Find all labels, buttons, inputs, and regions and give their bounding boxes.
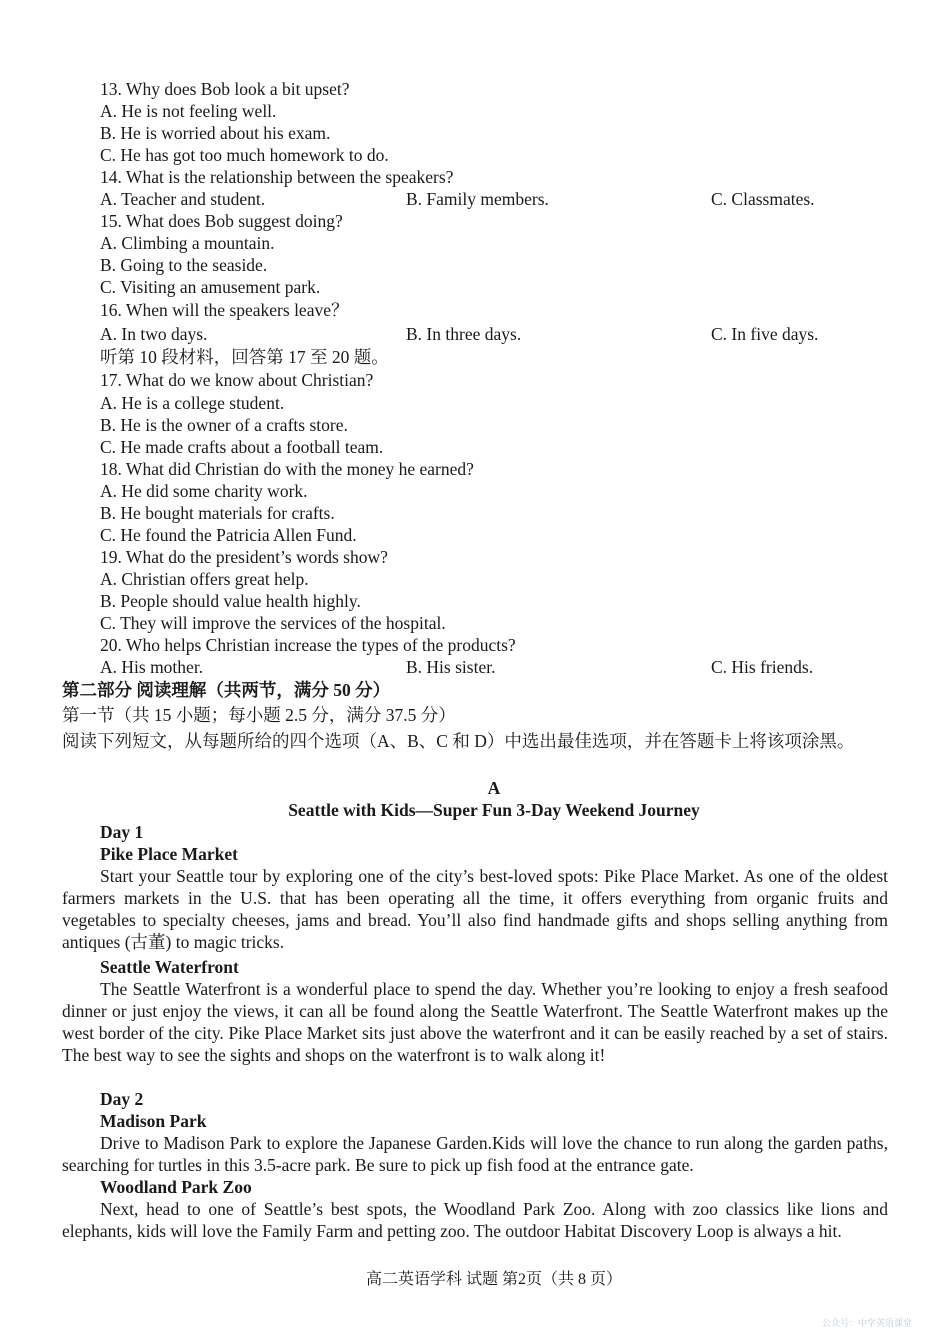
- question-17-stem: 17. What do we know about Christian?: [100, 370, 374, 390]
- question-14-option-a: A. Teacher and student.: [100, 189, 266, 209]
- question-13-stem: 13. Why does Bob look a bit upset?: [100, 79, 350, 99]
- pike-place-paragraph: Start your Seattle tour by exploring one of the city’s best-loved spots: Pike Place Market. As one of the oldest farmers markets in the U.S. that has been operating all the time, it offers everything from organic fruits and vegetables to specialty cheeses, jams and bread. You’ll also find handmade gifts and shops selling anything from antiques (古董) to magic tricks.: [62, 866, 888, 952]
- question-17-option-c: C. He made crafts about a football team.: [100, 437, 384, 457]
- madison-park-heading: Madison Park: [100, 1111, 207, 1131]
- question-16-option-c: C. In five days.: [711, 324, 819, 344]
- question-18-option-b: B. He bought materials for crafts.: [100, 503, 335, 523]
- day-2-heading: Day 2: [100, 1089, 144, 1109]
- question-17-option-b: B. He is the owner of a crafts store.: [100, 415, 348, 435]
- question-16-option-a: A. In two days.: [100, 324, 208, 344]
- question-13-option-a: A. He is not feeling well.: [100, 101, 277, 121]
- woodland-zoo-heading: Woodland Park Zoo: [100, 1177, 252, 1197]
- question-20-option-a: A. His mother.: [100, 657, 204, 677]
- reading-instruction: 阅读下列短文，从每题所给的四个选项（A、B、C 和 D）中选出最佳选项，并在答题卡上将该项涂黑。: [62, 731, 855, 751]
- woodland-zoo-paragraph: Next, head to one of Seattle’s best spots, the Woodland Park Zoo. Along with zoo classics like lions and elephants, kids will love the Family Farm and petting zoo. The outdoor Habitat Discovery Loop is always a hit.: [62, 1199, 888, 1241]
- question-15-option-a: A. Climbing a mountain.: [100, 233, 275, 253]
- question-19-option-b: B. People should value health highly.: [100, 591, 361, 611]
- question-18-option-a: A. He did some charity work.: [100, 481, 308, 501]
- question-14-option-b: B. Family members.: [406, 189, 549, 209]
- question-19-option-c: C. They will improve the services of the hospital.: [100, 613, 446, 633]
- page-footer: 高二英语学科 试题 第2页（共 8 页）: [365, 1271, 622, 1288]
- seattle-waterfront-heading: Seattle Waterfront: [100, 957, 239, 977]
- question-18-stem: 18. What did Christian do with the money he earned?: [100, 459, 474, 479]
- watermark-text: 公众号：中学英语课堂: [821, 1319, 912, 1329]
- question-14-stem: 14. What is the relationship between the speakers?: [100, 167, 454, 187]
- section-1-title: 第一节（共 15 小题；每小题 2.5 分，满分 37.5 分）: [62, 705, 456, 725]
- passage-letter: A: [487, 778, 501, 798]
- question-18-option-c: C. He found the Patricia Allen Fund.: [100, 525, 357, 545]
- question-20-option-b: B. His sister.: [406, 657, 496, 677]
- seattle-waterfront-paragraph: The Seattle Waterfront is a wonderful place to spend the day. Whether you’re looking to enjoy a fresh seafood dinner or just enjoy the views, it can all be found along the Seattle Waterfront. The Seattle Waterfront makes up the west border of the city. Pike Place Market sits just above the waterfront and it can be easily reached by a set of stairs. The best way to see the sights and shops on the waterfront is to walk along it!: [62, 979, 888, 1065]
- question-19-option-a: A. Christian offers great help.: [100, 569, 309, 589]
- question-16-stem: 16. When will the speakers leave？: [100, 300, 349, 320]
- question-16-option-b: B. In three days.: [406, 324, 522, 344]
- pike-place-heading: Pike Place Market: [100, 844, 239, 864]
- question-15-option-c: C. Visiting an amusement park.: [100, 277, 321, 297]
- question-13-option-c: C. He has got too much homework to do.: [100, 145, 389, 165]
- question-17-option-a: A. He is a college student.: [100, 393, 285, 413]
- question-20-option-c: C. His friends.: [711, 657, 814, 677]
- material-10-instruction: 听第 10 段材料，回答第 17 至 20 题。: [100, 347, 389, 367]
- passage-title: Seattle with Kids—Super Fun 3-Day Weekend Journey: [288, 800, 700, 820]
- question-19-stem: 19. What do the president’s words show?: [100, 547, 388, 567]
- question-13-option-b: B. He is worried about his exam.: [100, 123, 331, 143]
- question-20-stem: 20. Who helps Christian increase the types of the products?: [100, 635, 516, 655]
- question-14-option-c: C. Classmates.: [711, 189, 815, 209]
- part-2-title: 第二部分 阅读理解（共两节，满分 50 分）: [62, 680, 391, 700]
- madison-park-paragraph: Drive to Madison Park to explore the Japanese Garden.Kids will love the chance to run along the garden paths, searching for turtles in this 3.5-acre park. Be sure to pick up fish food at the entrance gate.: [62, 1133, 888, 1175]
- question-15-stem: 15. What does Bob suggest doing?: [100, 211, 343, 231]
- question-15-option-b: B. Going to the seaside.: [100, 255, 268, 275]
- day-1-heading: Day 1: [100, 822, 144, 842]
